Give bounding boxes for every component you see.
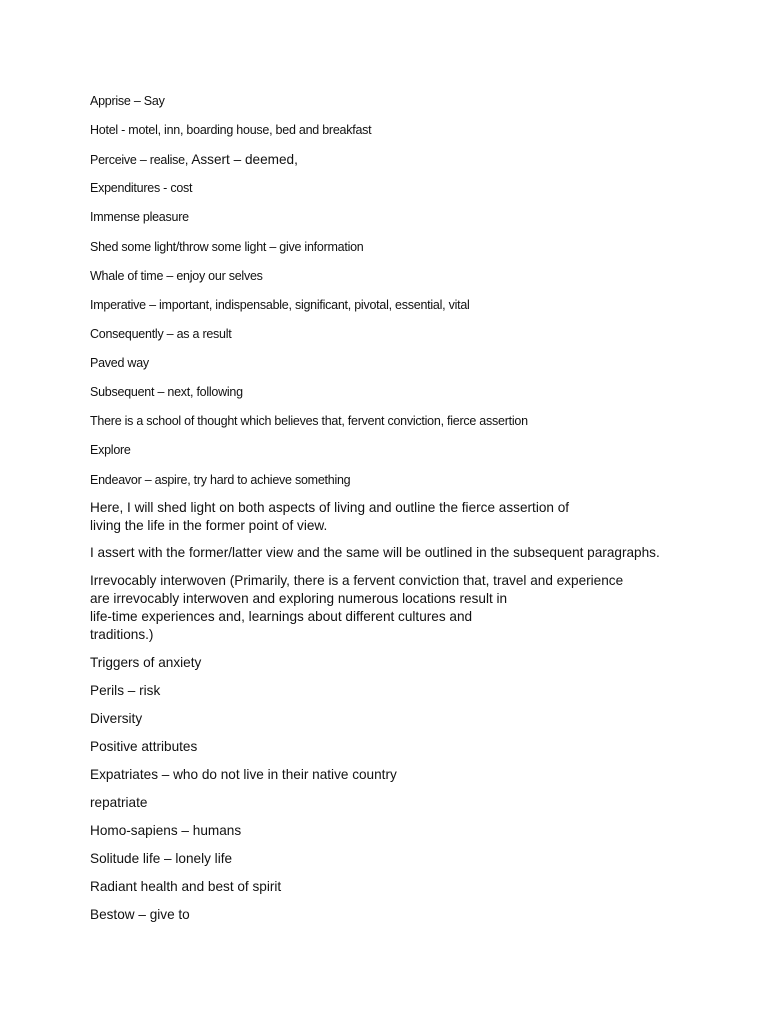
text-line: Triggers of anxiety <box>90 655 202 670</box>
paragraph-line: Here, I will shed light on both aspects of living and outline the fierce assertion of <box>90 500 570 515</box>
text-line: There is a school of thought which believes that, fervent conviction, fierce assertion <box>90 414 528 428</box>
paragraph-line: are irrevocably interwoven and exploring numerous locations result in <box>90 591 508 606</box>
text-line: Positive attributes <box>90 739 198 754</box>
paragraph-line: Irrevocably interwoven (Primarily, there is a fervent conviction that, travel and experience <box>90 573 624 588</box>
text-line-part: Assert – deemed, <box>191 152 298 167</box>
text-line: Expatriates – who do not live in their native country <box>90 767 397 782</box>
text-line: Shed some light/throw some light – give information <box>90 240 364 254</box>
text-line: Imperative – important, indispensable, significant, pivotal, essential, vital <box>90 298 470 312</box>
text-line: Homo-sapiens – humans <box>90 823 242 838</box>
text-line: Subsequent – next, following <box>90 385 243 399</box>
text-line: Consequently – as a result <box>90 327 232 341</box>
paragraph-line: traditions.) <box>90 627 154 642</box>
text-line-part: Perceive – realise, <box>90 153 192 167</box>
text-line: Whale of time – enjoy our selves <box>90 269 263 283</box>
text-line: Immense pleasure <box>90 210 189 224</box>
text-line: Explore <box>90 443 131 457</box>
paragraph-line: life-time experiences and, learnings about different cultures and <box>90 609 473 624</box>
paragraph: I assert with the former/latter view and the same will be outlined in the subsequent paragraphs. <box>90 545 660 560</box>
text-line: Radiant health and best of spirit <box>90 879 282 894</box>
text-line: Paved way <box>90 356 149 370</box>
text-line: Expenditures - cost <box>90 181 193 195</box>
text-line: repatriate <box>90 795 148 810</box>
text-line: Hotel - motel, inn, boarding house, bed and breakfast <box>90 123 372 137</box>
text-line: Bestow – give to <box>90 907 190 922</box>
paragraph <box>90 499 569 535</box>
text-line <box>90 152 298 167</box>
paragraph-line: living the life in the former point of view. <box>90 518 328 533</box>
text-line: Apprise – Say <box>90 94 165 108</box>
text-line: Endeavor – aspire, try hard to achieve something <box>90 473 351 487</box>
text-line: Perils – risk <box>90 683 161 698</box>
text-line: Diversity <box>90 711 143 726</box>
paragraph <box>90 572 623 644</box>
text-line: Solitude life – lonely life <box>90 851 233 866</box>
